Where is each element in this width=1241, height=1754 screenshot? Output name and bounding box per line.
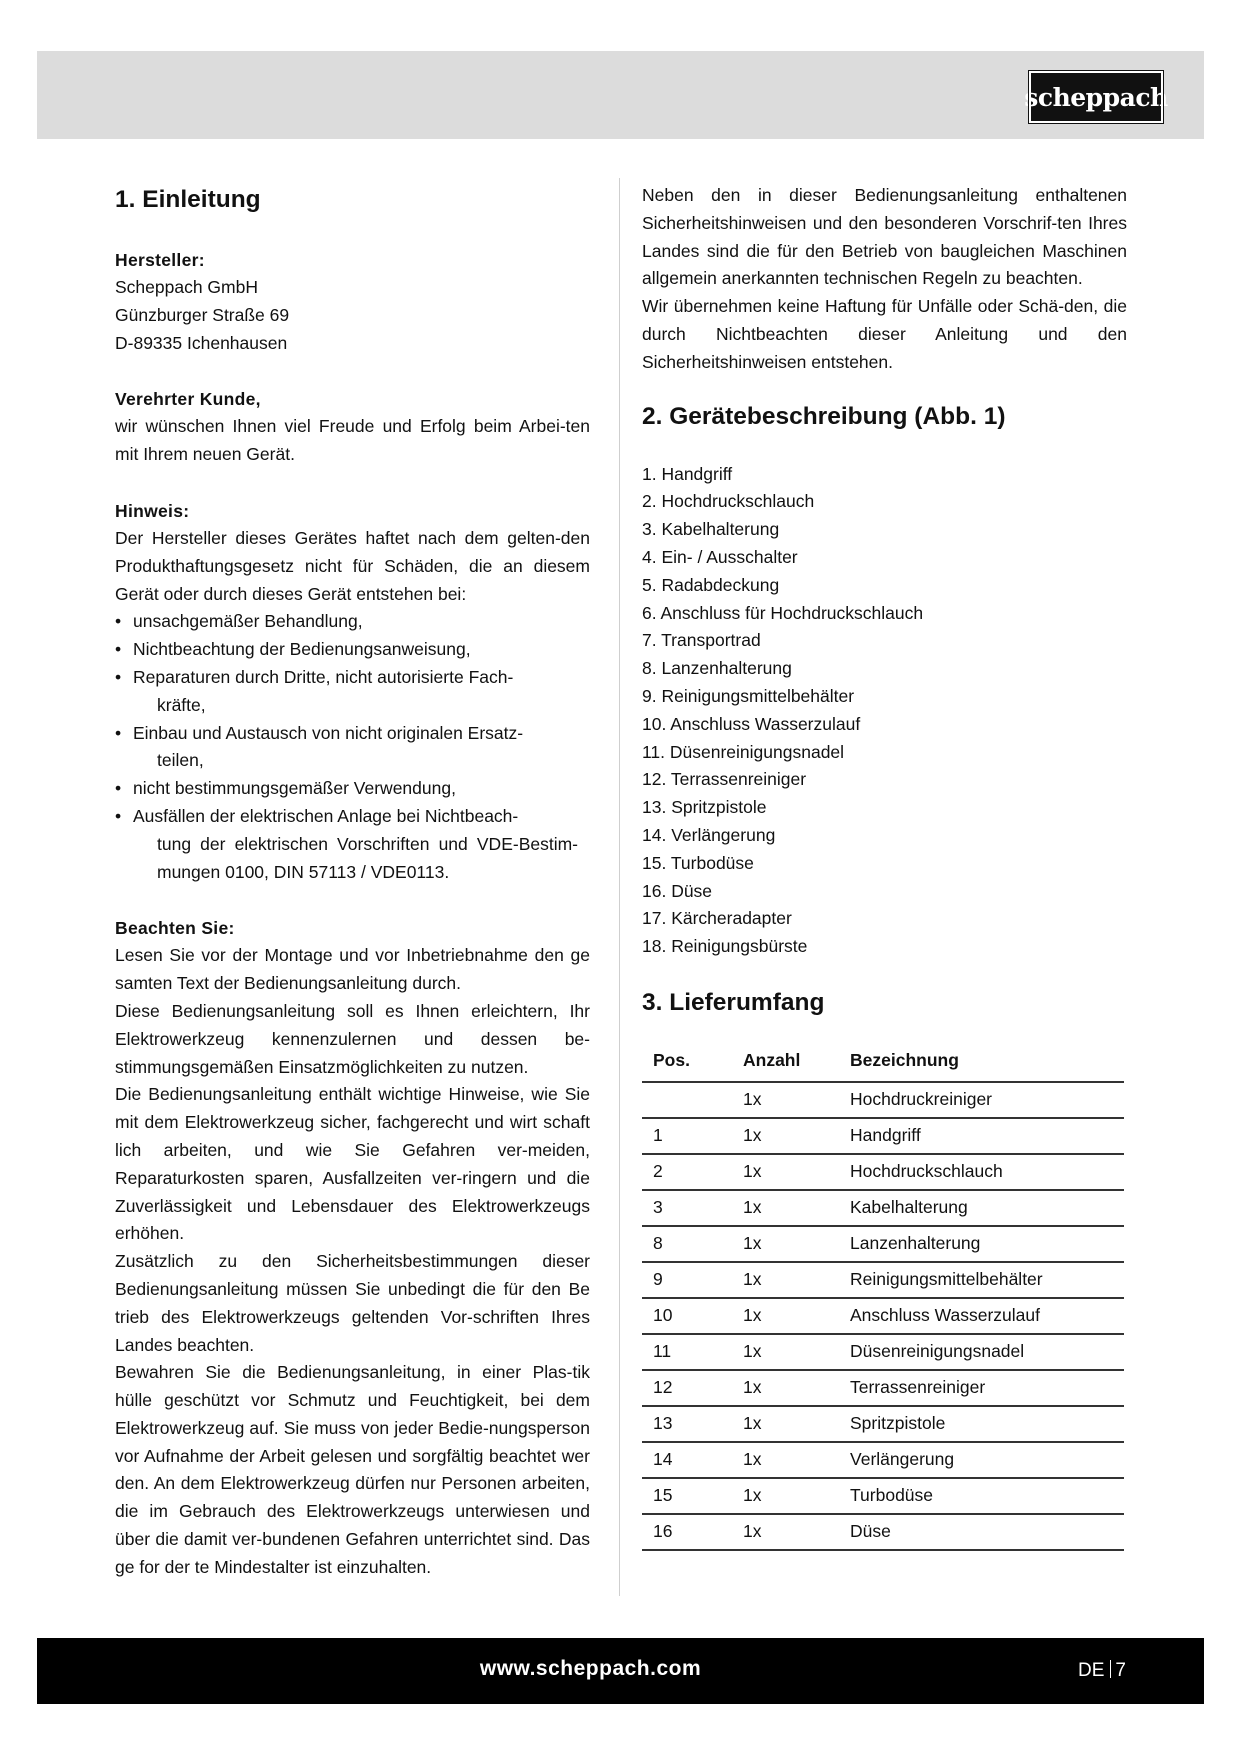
list-item: 18. Reinigungsbürste bbox=[642, 936, 808, 957]
parts-list bbox=[642, 461, 1127, 961]
table-row: 14 1x Verlängerung bbox=[642, 1442, 1124, 1478]
intro-paragraph: Wir übernehmen keine Haftung für Unfälle oder Schä-den, die durch Nichtbeachten dieser Anleitung und den Sicherheitshinweisen entstehen. bbox=[642, 296, 1127, 372]
list-item: 8. Lanzenhalterung bbox=[642, 658, 792, 679]
left-column bbox=[115, 182, 590, 1582]
table-row: 10 1x Anschluss Wasserzulauf bbox=[642, 1298, 1124, 1334]
table-row: 1x Hochdruckreiniger bbox=[642, 1082, 1124, 1118]
observe-label: Beachten Sie: bbox=[115, 918, 235, 939]
list-item: • Einbau und Austausch von nicht originalen Ersatz- teilen, bbox=[115, 720, 590, 776]
note-bullet-list bbox=[115, 608, 590, 886]
observe-paragraph: Die Bedienungsanleitung enthält wichtige Hinweise, wie Sie mit dem Elektrowerkzeug sicher, fachgerecht und wirt schaft lich arbeiten, und wie Sie Gefahren ver-meiden, Reparaturkosten sparen, Ausfallzeiten ver-ringern und die Zuverlässigkeit und Lebensdauer des Elektrowerkzeugs erhöhen. bbox=[115, 1084, 590, 1244]
list-item: 10. Anschluss Wasserzulauf bbox=[642, 713, 861, 734]
list-item: 11. Düsenreinigungsnadel bbox=[642, 741, 845, 762]
note-text: Der Hersteller dieses Gerätes haftet nach dem gelten-den Produkthaftungsgesetz nicht für Schäden, die an diesem Gerät oder durch dieses Gerät entstehen bei: bbox=[115, 527, 590, 604]
table-row: 8 1x Lanzenhalterung bbox=[642, 1226, 1124, 1262]
observe-paragraph: Zusätzlich zu den Sicherheitsbestimmungen dieser Bedienungsanleitung müssen Sie unbedingt die für den Be trieb des Elektrowerkzeugs geltenden Vor-schriften Ihres Landes beachten. bbox=[115, 1251, 590, 1355]
table-header-row bbox=[642, 1041, 1124, 1082]
scope-table bbox=[642, 1041, 1124, 1551]
list-item: • Reparaturen durch Dritte, nicht autorisierte Fach- kräfte, bbox=[115, 664, 590, 720]
list-item: 14. Verlängerung bbox=[642, 824, 776, 845]
table-row: 15 1x Turbodüse bbox=[642, 1478, 1124, 1514]
customer-label: Verehrter Kunde, bbox=[115, 389, 261, 410]
list-item: 6. Anschluss für Hochdruckschlauch bbox=[642, 602, 924, 623]
table-row: 12 1x Terrassenreiniger bbox=[642, 1370, 1124, 1406]
list-item: • Nichtbeachtung der Bedienungsanweisung, bbox=[115, 636, 590, 664]
page-number-value: 7 bbox=[1115, 1660, 1126, 1681]
section-1-title: 1. Einleitung bbox=[115, 186, 261, 213]
observe-paragraph: Lesen Sie vor der Montage und vor Inbetriebnahme den ge samten Text der Bedienungsanleitung durch. bbox=[115, 945, 590, 994]
customer-text: wir wünschen Ihnen viel Freude und Erfolg beim Arbei-ten mit Ihrem neuen Gerät. bbox=[115, 416, 590, 465]
list-item: 12. Terrassenreiniger bbox=[642, 769, 807, 790]
list-item: 16. Düse bbox=[642, 880, 713, 901]
manufacturer-line: Scheppach GmbH bbox=[115, 277, 258, 297]
language-code: DE bbox=[1078, 1660, 1105, 1681]
page-number bbox=[1078, 1660, 1126, 1682]
section-3-title: 3. Lieferumfang bbox=[642, 988, 825, 1016]
list-item: 15. Turbodüse bbox=[642, 852, 754, 873]
column-header: Bezeichnung bbox=[839, 1041, 1124, 1082]
table-row: 13 1x Spritzpistole bbox=[642, 1406, 1124, 1442]
observe-paragraph: Bewahren Sie die Bedienungsanleitung, in einer Plas-tik hülle geschützt vor Schmutz und Feuchtigkeit, bei dem Elektrowerkzeug auf. Sie muss von jeder Bedie-nungsperson vor Aufnahme der Arbeit gelesen und sorgfältig beachtet wer den. An dem Elektrowerkzeug dürfen nur Personen arbeiten, die im Gebrauch des Elektrowerkzeugs unterwiesen und über die damit ver-bundenen Gefahren unterrichtet sind. Das ge for der te Mindestalter ist einzuhalten. bbox=[115, 1362, 590, 1577]
list-item: • nicht bestimmungsgemäßer Verwendung, bbox=[115, 775, 590, 803]
list-item: 5. Radabdeckung bbox=[642, 574, 780, 595]
scheppach-logo: scheppach bbox=[1029, 71, 1163, 123]
list-item: 17. Kärcheradapter bbox=[642, 908, 792, 929]
column-header: Anzahl bbox=[732, 1041, 839, 1082]
table-row: 1 1x Handgriff bbox=[642, 1118, 1124, 1154]
list-item: • unsachgemäßer Behandlung, bbox=[115, 608, 590, 636]
manufacturer-line: Günzburger Straße 69 bbox=[115, 304, 290, 325]
list-item: 7. Transportrad bbox=[642, 630, 761, 651]
list-item: 13. Spritzpistole bbox=[642, 797, 767, 818]
list-item: • Ausfällen der elektrischen Anlage bei Nichtbeach- tung der elektrischen Vorschriften und VDE-Bestim-mungen 0100, DIN 57113 / VDE0113. bbox=[115, 803, 590, 886]
table-row: 2 1x Hochdruckschlauch bbox=[642, 1154, 1124, 1190]
list-item: 2. Hochdruckschlauch bbox=[642, 491, 815, 512]
list-item: 3. Kabelhalterung bbox=[642, 519, 780, 540]
list-item: 1. Handgriff bbox=[642, 463, 733, 484]
column-header: Pos. bbox=[642, 1041, 732, 1082]
table-row: 16 1x Düse bbox=[642, 1514, 1124, 1550]
list-item: 9. Reinigungsmittelbehälter bbox=[642, 685, 855, 706]
manufacturer-line: D-89335 Ichenhausen bbox=[115, 332, 288, 353]
website-link[interactable]: www.scheppach.com bbox=[479, 1657, 702, 1680]
column-divider bbox=[619, 178, 620, 1596]
table-row: 9 1x Reinigungsmittelbehälter bbox=[642, 1262, 1124, 1298]
manufacturer-label: Hersteller: bbox=[115, 250, 205, 270]
page-footer bbox=[37, 1638, 1204, 1704]
observe-paragraph: Diese Bedienungsanleitung soll es Ihnen erleichtern, Ihr Elektrowerkzeug kennenzulernen und dessen be-stimmungsgemäßen Einsatzmöglichkeiten zu nutzen. bbox=[115, 1000, 590, 1077]
table-row: 11 1x Düsenreinigungsnadel bbox=[642, 1334, 1124, 1370]
right-column bbox=[642, 182, 1127, 1551]
list-item: 4. Ein- / Ausschalter bbox=[642, 546, 798, 567]
page-header bbox=[37, 51, 1204, 139]
intro-paragraph: Neben den in dieser Bedienungsanleitung enthaltenen Sicherheitshinweisen und den besonderen Vorschrif-ten Ihres Landes sind die für den Betrieb von baugleichen Maschinen allgemein anerkannten technischen Regeln zu beachten. bbox=[642, 185, 1127, 289]
note-label: Hinweis: bbox=[115, 500, 190, 521]
table-row: 3 1x Kabelhalterung bbox=[642, 1190, 1124, 1226]
section-2-title: 2. Gerätebeschreibung (Abb. 1) bbox=[642, 402, 1006, 430]
